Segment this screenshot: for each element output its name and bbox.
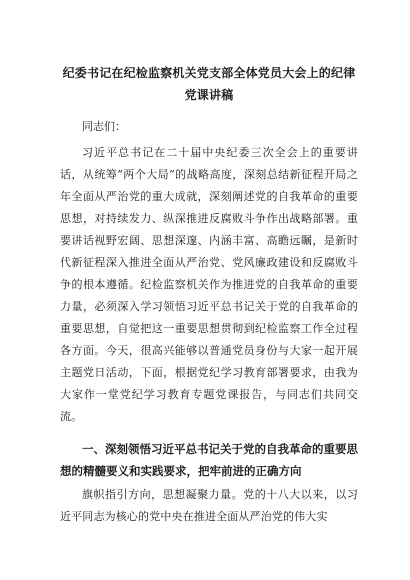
- section-heading-1: 一、深刻领悟习近平总书记关于党的自我革命的重要思想的精髓要义和实践要求，把牢前进的正确方向: [60, 442, 358, 478]
- body-paragraph-2: 旗帜指引方向，思想凝聚力量。党的十八大以来，以习近平同志为核心的党中央在推进全面从严治党的伟大实: [60, 488, 358, 523]
- document-title: 纪委书记在纪检监察机关党支部全体党员大会上的纪律党课讲稿: [62, 66, 356, 102]
- greeting: 同志们：: [82, 120, 126, 133]
- body-paragraph-1: 习近平总书记在二十届中央纪委三次全会上的重要讲话，从统筹“两个大局”的战略高度，深刻总结新征程开局之年全面从严治党的重大成就，深刻阐述党的自我革命的重要思想，对持续发力、纵深推进反腐败斗争作出战略部署。重要讲话视野宏阔、思想深邃、内涵丰富、高瞻远瞩，是新时代新征程深入推进全面从严治党、党风廉政建设和反腐败斗争的根本遵循。纪检监察机关作为推进党的自我革命的重要力量，必须深入学习领悟习近平总书记关于党的自我革命的重要思想，自觉把这一重要思想贯彻到纪检监察工作全过程各方面。今天，很高兴能够以普通党员身份与大家一起开展主题党日活动，下面，根据党纪学习教育部署要求，由我为大家作一堂党纪学习教育专题党课报告，与同志们共同交流。: [60, 146, 358, 423]
